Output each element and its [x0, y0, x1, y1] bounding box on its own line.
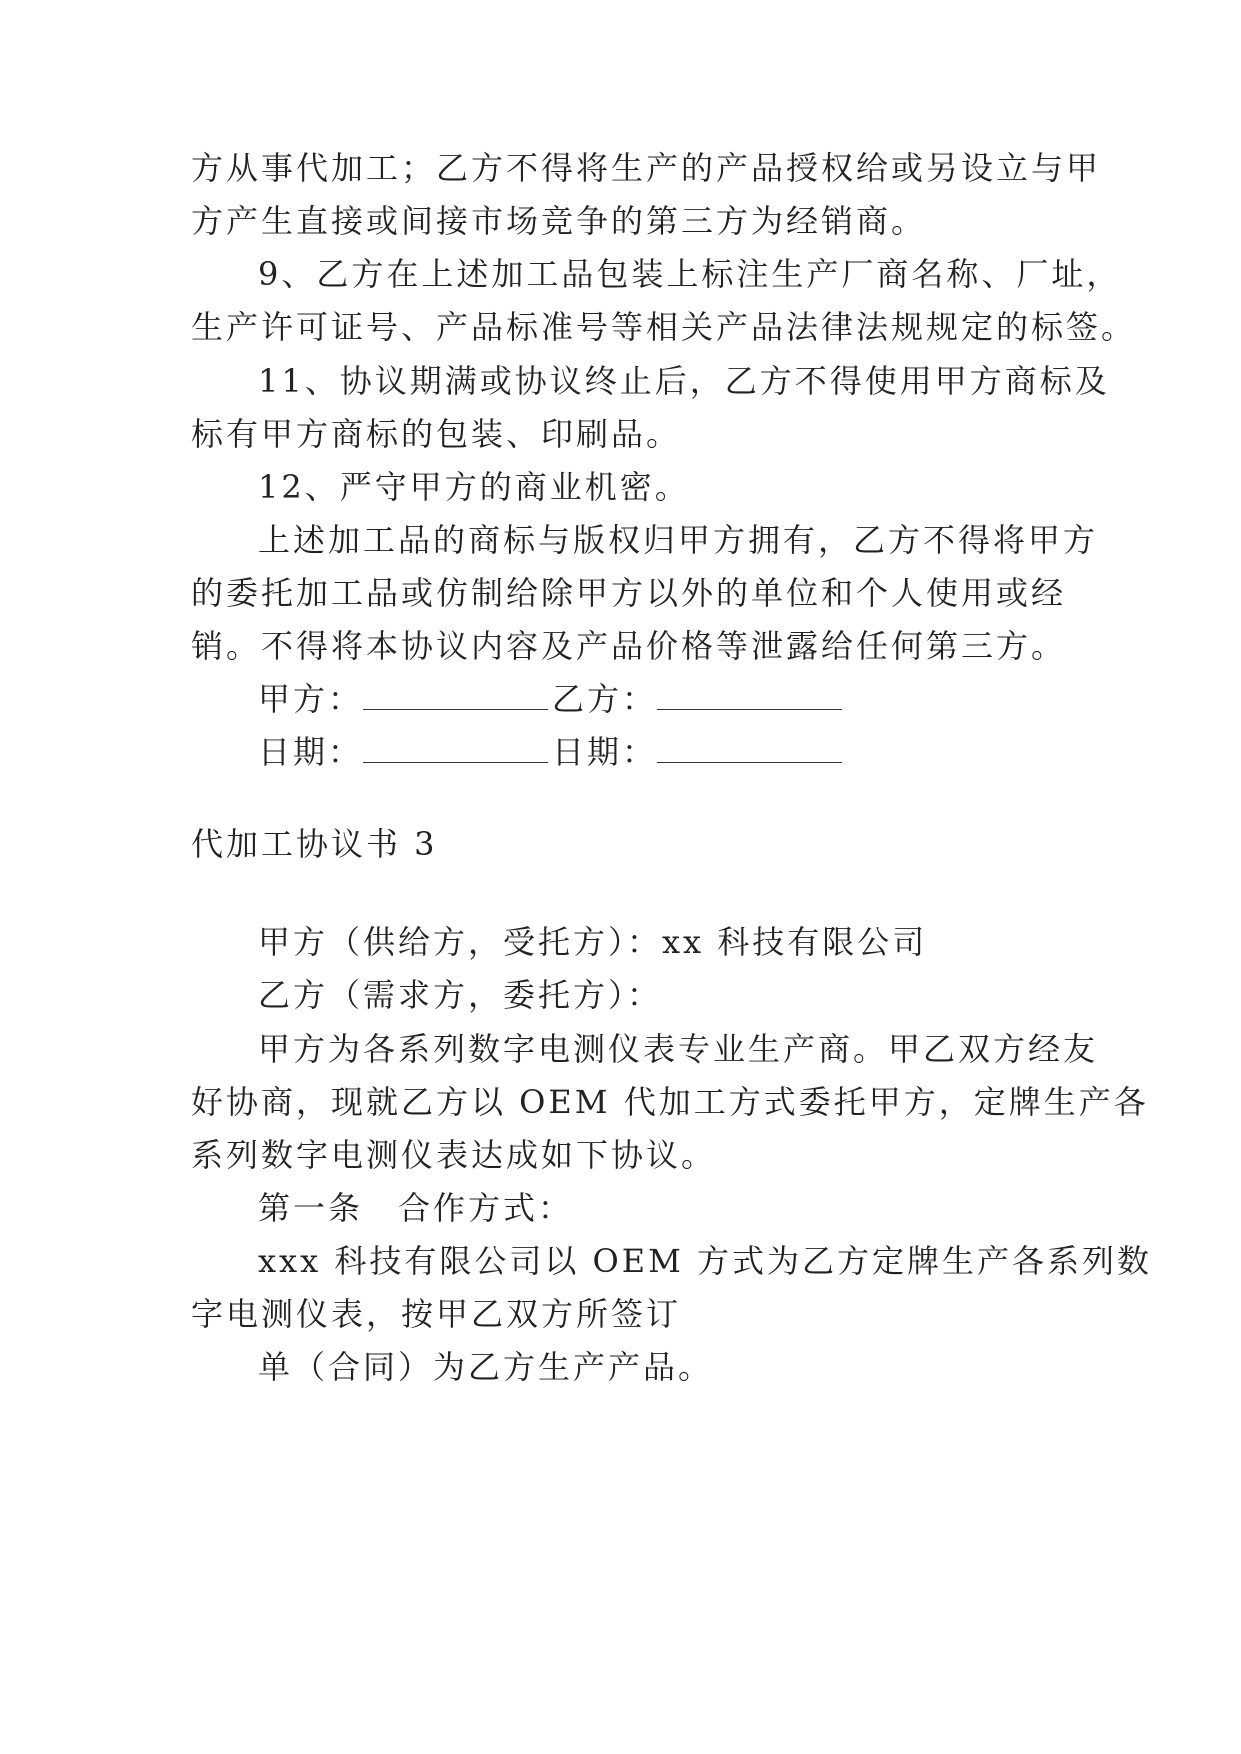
paragraph-line: 甲方为各系列数字电测仪表专业生产商。甲乙双方经友 [258, 1030, 1099, 1068]
paragraph-line: 系列数字电测仪表达成如下协议。 [191, 1136, 717, 1174]
paragraph-line: 9、乙方在上述加工品包装上标注生产厂商名称、厂址， [258, 255, 1122, 293]
paragraph-line: 乙方（需求方，委托方）： [258, 976, 663, 1014]
paragraph-line: 字电测仪表，按甲乙双方所签订 [191, 1295, 682, 1333]
party-a-blank [363, 683, 548, 710]
paragraph-line: 单（合同）为乙方生产产品。 [258, 1348, 714, 1386]
signature-line-parties [0, 679, 1241, 719]
paragraph-line: xxx 科技有限公司以 OEM 方式为乙方定牌生产各系列数 [258, 1242, 1153, 1280]
paragraph-line: 标有甲方商标的包装、印刷品。 [191, 415, 682, 453]
date-a-label: 日期： [258, 733, 364, 771]
paragraph-line: 第一条 合作方式： [258, 1189, 574, 1227]
paragraph-line: 方从事代加工；乙方不得将生产的产品授权给或另设立与甲 [191, 149, 1102, 187]
paragraph-line: 甲方（供给方，受托方）：xx 科技有限公司 [258, 923, 928, 961]
paragraph-line: 方产生直接或间接市场竞争的第三方为经销商。 [191, 202, 927, 240]
party-b-blank [657, 683, 842, 710]
party-a-label: 甲方： [258, 680, 364, 718]
paragraph-line: 生产许可证号、产品标准号等相关产品法律法规规定的标签。 [191, 308, 1137, 346]
paragraph-line: 上述加工品的商标与版权归甲方拥有，乙方不得将甲方 [258, 521, 1099, 559]
signature-line-dates [0, 732, 1241, 772]
section-title: 代加工协议书 3 [191, 825, 438, 863]
date-b-blank [657, 736, 842, 763]
party-b-label: 乙方： [552, 680, 658, 718]
date-a-blank [363, 736, 548, 763]
paragraph-line: 销。不得将本协议内容及产品价格等泄露给任何第三方。 [191, 627, 1067, 665]
paragraph-line: 好协商，现就乙方以 OEM 代加工方式委托甲方，定牌生产各 [191, 1083, 1149, 1121]
paragraph-line: 12、严守甲方的商业机密。 [258, 468, 690, 506]
paragraph-line: 11、协议期满或协议终止后，乙方不得使用甲方商标及 [258, 362, 1110, 400]
paragraph-line: 的委托加工品或仿制给除甲方以外的单位和个人使用或经 [191, 574, 1067, 612]
date-b-label: 日期： [552, 733, 658, 771]
